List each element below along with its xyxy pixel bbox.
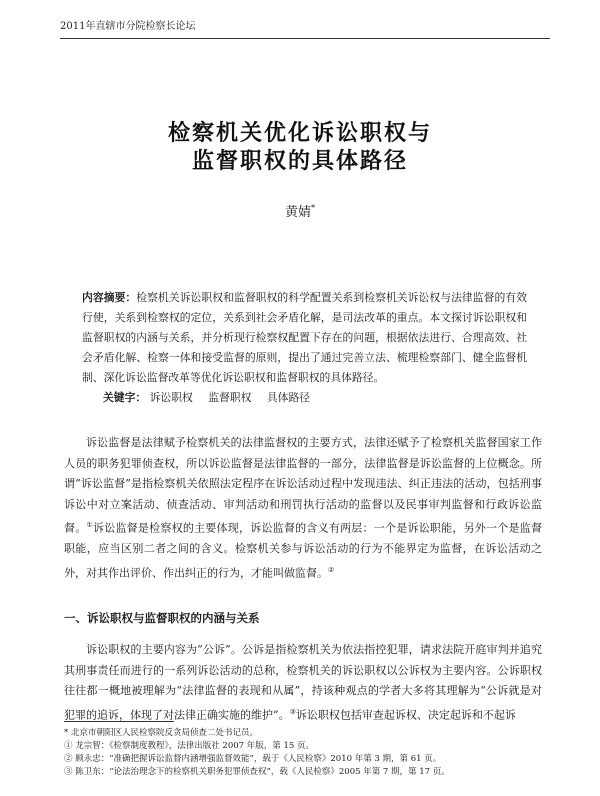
keywords-label: 关键字：: [103, 391, 147, 404]
body-paragraph: [64, 640, 542, 726]
keyword: 具体路径: [266, 391, 311, 404]
title-line-2: 监督职权的具体路径: [191, 148, 408, 174]
keywords: [103, 390, 523, 406]
body-paragraph: [64, 433, 542, 584]
abstract-label: 内容摘要：: [82, 291, 137, 304]
keyword: 诉讼职权: [149, 391, 193, 404]
footnote: ① 龙宗智：《检察制度教程》，法律出版社 2007 年版，第 15 页。: [64, 741, 314, 751]
paragraph-text: 诉讼职权的主要内容为“公诉”。公诉是指检察机关为依法指控犯罪，请求法院开庭审判并追究其刑事责任而进行的一系列诉讼活动的总称，检察机关的诉讼职权以公诉权为主要内容。公诉职权往往都一概地被理解为“法律监督的表现和从属”，持该种观点的学者大多将其理解为“公诉就是对犯罪的追诉，体现了对法律正确实施的维护”。: [64, 643, 542, 722]
author-footnote-mark: *: [311, 203, 315, 213]
paragraph-text: 诉讼监督是检察权的主要体现，诉讼监督的含义有两层：一个是诉讼职能，另外一个是监督职能，应当区别二者之间的含义。检察机关参与诉讼活动的行为不能界定为监督，在诉讼活动之外，对其作出评价、作出纠正的行为，才能叫做监督。: [64, 521, 543, 580]
footnote-ref: ②: [328, 565, 335, 574]
footnotes: [64, 727, 542, 779]
abstract: [82, 288, 527, 388]
footnote-divider: [64, 721, 174, 722]
header-divider: [60, 38, 550, 39]
section-heading: 一、诉讼职权与监督职权的内涵与关系: [64, 611, 260, 625]
footnote: ② 顾永忠：“准确把握诉讼监督内涵增强监督效能”，载于《人民检察》2010 年第 3 期，第 61 页。: [64, 754, 442, 764]
keyword: 监督职权: [208, 391, 252, 404]
paragraph-text: 诉讼职权包括审查起诉权、决定起诉和不起诉: [295, 708, 516, 722]
footnote: * 北京市朝阳区人民检察院反贪局侦查二处书记员。: [64, 728, 258, 738]
running-header: 2011年直辖市分院检察长论坛: [60, 21, 196, 32]
footnote: ③ 陈卫东：“论法治理念下的检察机关职务犯罪侦查权”，载《人民检察》2005 年第 7 期，第 17 页。: [64, 767, 450, 777]
author: [0, 201, 600, 220]
footnote-ref: ①: [86, 521, 93, 529]
footnote-ref: ③: [289, 707, 296, 716]
abstract-text: 检察机关诉讼职权和监督职权的科学配置关系到检察机关诉讼权与法律监督的有效行使，关系到检察权的定位，关系到社会矛盾化解，是司法改革的重点。本文探讨诉讼职权和监督职权的内涵与关系，并分析现行检察权配置下存在的问题，根据依法进行、合理高效、社会矛盾化解、检察一体和接受监督的原则，提出了通过完善立法、梳理检察部门、健全监督机制、深化诉讼监督改革等优化诉讼职权和监督职权的具体路径。: [82, 291, 528, 384]
author-name: 黄婧: [284, 205, 311, 220]
title-line-1: 检察机关优化诉讼职权与: [167, 120, 432, 146]
paragraph-text: 诉讼监督是法律赋予检察机关的法律监督权的主要方式，法律还赋予了检察机关监督国家工作人员的职务犯罪侦查权，所以诉讼监督是法律监督的一部分，法律监督是诉讼监督的上位概念。所谓“诉讼监督”是指检察机关依照法定程序在诉讼活动过程中发现违法、纠正违法的活动，包括刑事诉讼中对立案活动、侦查活动、审判活动和刑罚执行活动的监督以及民事审判监督和行政诉讼监督。: [64, 436, 542, 535]
